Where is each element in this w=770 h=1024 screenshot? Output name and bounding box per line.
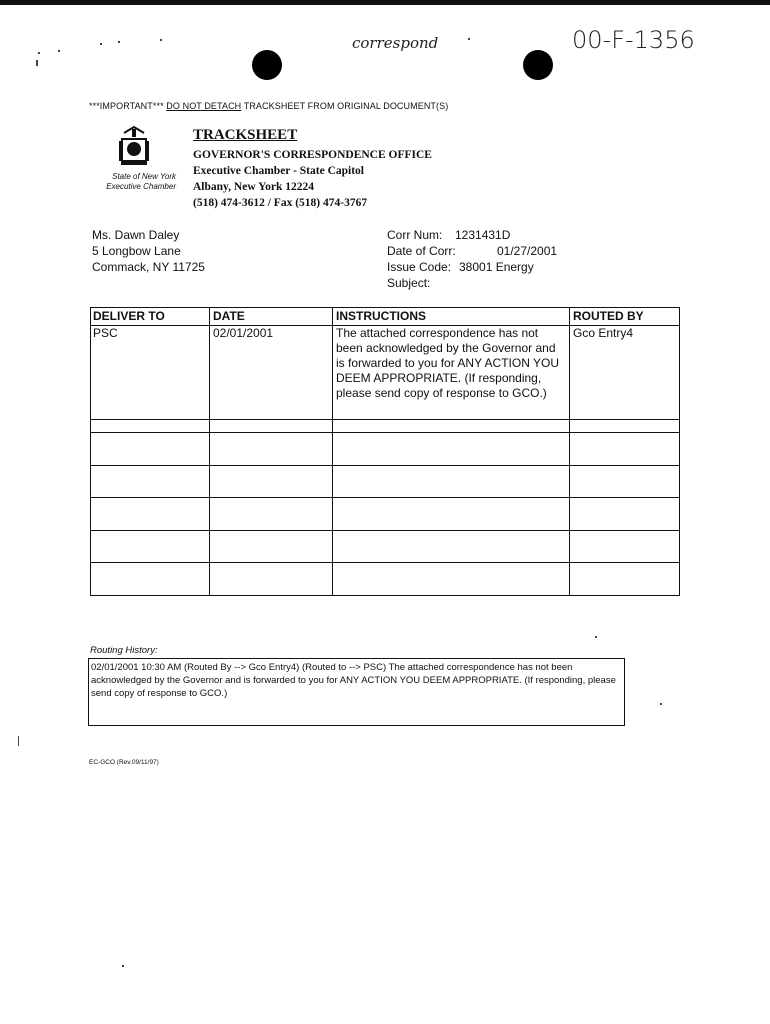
warning-prefix: ***IMPORTANT*** xyxy=(89,101,167,111)
table-rule xyxy=(90,497,680,498)
scan-speck xyxy=(118,41,120,43)
table-rule xyxy=(90,307,91,596)
detach-warning xyxy=(89,101,448,111)
recipient-address xyxy=(92,227,205,275)
table-rule xyxy=(90,595,680,596)
punch-hole-left xyxy=(252,50,282,80)
seal-caption xyxy=(96,172,176,192)
corr-num-value: 1231431D xyxy=(455,228,511,242)
correspondence-info xyxy=(387,227,577,291)
row-instructions: The attached correspondence has not been acknowledged by the Governor and is forwarded to you for ANY ACTION YOU DEEM APPROPRIATE. (If responding, please send copy of response to GCO.) xyxy=(336,326,559,400)
scan-speck xyxy=(38,52,40,54)
warning-underlined: DO NOT DETACH xyxy=(166,101,242,111)
header-routed-by: ROUTED BY xyxy=(573,309,644,323)
issue-code-row xyxy=(387,259,577,275)
scan-speck xyxy=(468,38,470,40)
page-title: TRACKSHEET xyxy=(193,127,298,143)
handwritten-note: correspond xyxy=(352,34,439,52)
state-seal-icon xyxy=(118,125,150,167)
corr-num-row xyxy=(387,227,577,243)
corr-num-label: Corr Num: xyxy=(387,228,443,242)
scan-speck xyxy=(36,60,38,66)
subject-label: Subject: xyxy=(387,276,431,290)
table-rule xyxy=(90,530,680,531)
header-instructions: INSTRUCTIONS xyxy=(336,309,426,323)
table-rule xyxy=(332,307,333,596)
office-header xyxy=(193,127,432,211)
recipient-name: Ms. Dawn Daley xyxy=(92,228,180,242)
scan-speck xyxy=(58,50,60,52)
scan-speck xyxy=(595,636,597,638)
routing-history xyxy=(88,645,625,726)
header-date: DATE xyxy=(213,309,245,323)
row-routed-by: Gco Entry4 xyxy=(573,326,634,340)
recipient-street: 5 Longbow Lane xyxy=(92,244,181,258)
office-chamber: Executive Chamber - State Capitol xyxy=(193,165,364,177)
routing-history-box xyxy=(88,658,625,726)
table-rule xyxy=(90,419,680,420)
office-phone: (518) 474-3612 / Fax (518) 474-3767 xyxy=(193,197,368,209)
row-date: 02/01/2001 xyxy=(213,326,274,340)
issue-code-value: 38001 Energy xyxy=(459,260,534,274)
corr-date-value: 01/27/2001 xyxy=(497,244,558,258)
scan-speck xyxy=(660,703,662,705)
office-city: Albany, New York 12224 xyxy=(193,181,314,193)
corr-date-row xyxy=(387,243,577,259)
table-rule xyxy=(90,432,680,433)
table-rule xyxy=(209,307,210,596)
corr-date-label: Date of Corr: xyxy=(387,244,456,258)
handwritten-file-number: 00-F-1356 xyxy=(572,26,695,54)
routing-history-entry: 02/01/2001 10:30 AM (Routed By --> Gco Entry4) (Routed to --> PSC) The attached correspondence has not been acknowledged by the Governor and is forwarded to you for ANY ACTION YOU DEEM APPROPRIATE. (If responding, please send copy of response to GCO.) xyxy=(91,662,616,699)
form-number: EC-GCO (Rev.09/11/97) xyxy=(89,759,159,766)
scan-speck xyxy=(160,39,162,41)
routing-history-title: Routing History: xyxy=(90,645,158,656)
scan-speck xyxy=(100,43,102,45)
row-deliver-to: PSC xyxy=(93,326,118,340)
table-rule xyxy=(90,465,680,466)
routing-table xyxy=(90,307,680,597)
scan-edge xyxy=(0,0,770,5)
scan-speck xyxy=(18,736,19,746)
subject-row xyxy=(387,275,577,291)
table-rule xyxy=(90,307,680,308)
table-rule xyxy=(90,562,680,563)
issue-code-label: Issue Code: xyxy=(387,260,452,274)
seal-caption-line2: Executive Chamber xyxy=(106,182,176,191)
warning-suffix: TRACKSHEET FROM ORIGINAL DOCUMENT(S) xyxy=(241,101,449,111)
scan-speck xyxy=(122,965,124,967)
seal-caption-line1: State of New York xyxy=(112,172,176,181)
punch-hole-right xyxy=(523,50,553,80)
office-name: GOVERNOR'S CORRESPONDENCE OFFICE xyxy=(193,149,432,161)
table-rule xyxy=(569,307,570,596)
recipient-city: Commack, NY 11725 xyxy=(92,260,205,274)
header-deliver-to: DELIVER TO xyxy=(93,309,165,323)
table-rule xyxy=(679,307,680,596)
